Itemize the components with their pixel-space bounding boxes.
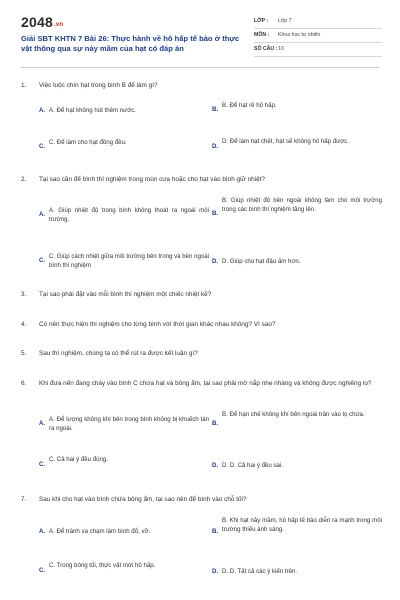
question-text: Có nên thực hiện thí nghiệm cho từng bình với thời gian khác nhau không? Vì sao? [39,321,276,328]
question-text: Tại sao phải đặt vào mỗi bình thí nghiệm một chiếc nhiệt kế? [39,291,212,298]
meta-value: Khoa học tự nhiên [278,32,321,38]
site-logo[interactable] [21,14,63,30]
question-text: Tại sao cần để bình thí nghiệm trong mùn cưa hoặc cho hạt vào bình giữ nhiệt? [39,176,265,183]
question-text: Sau khi cho hạt vào bình chứa bông ẩm, tại sao nên để bình vào chỗ tối? [39,496,247,503]
option-letter: B. [212,106,219,113]
worksheet-title: Giải SBT KHTN 7 Bài 26: Thực hành về hô hấp tế bào ở thực vật thông qua sự nảy mầm của hạt có đáp án [21,34,240,53]
meta-value: 10 [278,46,284,52]
meta-row-subject [254,29,382,43]
meta-key: MÔN : [254,32,270,38]
option-letter: B. [212,210,219,217]
option-text: A. Giúp nhiệt độ trong bình không thoát ra ngoài môi trường. [49,207,209,223]
option-letter: B. [212,528,219,535]
option-letter: D. [212,462,219,469]
option-text: B. Để hạt rề hô hấp. [222,102,277,109]
option-text: D. Giúp cho hạt đậu ấm hơn. [222,258,301,265]
option-letter: C. [39,257,46,264]
option-text: A. Để tránh va chạm làm bình đổ, vỡ. [49,528,151,535]
option-text: A. Để lượng không khí bên trong bình không bị khuếch tán ra ngoài. [49,416,209,432]
option-letter: C. [39,143,46,150]
question-number: 5. [21,350,27,357]
option-text: B. Giúp nhiệt độ bên ngoài không làm cho môi trường trong các bình thí nghiệm tăng lên. [222,197,382,213]
meta-row-class [254,15,382,29]
page-header [21,12,381,60]
option-letter: A. [39,211,46,218]
option-text: C. Để làm cho hạt đồng đều. [49,139,127,146]
option-letter: C. [39,461,46,468]
option-letter: D. [212,258,219,265]
option-text: C. Giúp cách nhiệt giữa môi trường bên trong và bên ngoài bình thí nghiệm [49,253,209,269]
meta-key: SỐ CÂU : [254,46,278,52]
option-letter: B. [212,420,219,427]
question-text: Sau thí nghiệm, chúng ta có thể rút ra được kết luận gì? [39,350,198,357]
option-text: D. D. Tất cả các ý kiến trên. [222,568,298,575]
logo-suffix: .vn [53,22,64,28]
option-text: C. Cả hai ý đều đúng. [49,456,108,463]
question-number: 6. [21,380,27,387]
option-text: D. D. Cả hai ý đều sai. [222,462,283,469]
meta-key: LỚP : [254,18,269,24]
option-letter: A. [39,420,46,427]
option-letter: D. [212,143,219,150]
meta-value: Lớp 7 [278,18,292,24]
question-text: Việc luộc chín hạt trong bình B để làm gì? [39,82,158,89]
option-letter: C. [39,567,46,574]
question-number: 1. [21,82,27,89]
meta-row-count [254,43,382,57]
header-divider [21,67,379,68]
option-text: D. Để làm hạt chết, hạt sẽ không hô hấp được. [222,138,349,145]
logo-text: 2048 [21,14,53,30]
question-number: 4. [21,321,27,328]
option-text: B. Để hạn chế không khí bên ngoài tràn vào lọ chứa. [222,411,365,418]
option-text: A. Để hạt không hút thêm nước. [49,107,137,114]
question-number: 2. [21,176,27,183]
option-letter: A. [39,528,46,535]
meta-table [254,15,382,57]
option-letter: D. [212,568,219,575]
question-text: Khi đưa nến đang cháy vào bình C chứa hạt và bông ẩm, tại sao phải mở nắp nhẹ nhàng và không được nghiêng lọ? [39,380,372,387]
option-text: C. Trong bóng tối, thực vật mới hô hấp. [49,562,156,569]
question-number: 3. [21,291,27,298]
question-number: 7. [21,496,27,503]
option-letter: A. [39,107,46,114]
option-text: B. Khi hạt nảy mầm, hô hấp tế bào diễn ra mạnh trong môi trường thiếu ánh sáng. [222,517,382,533]
